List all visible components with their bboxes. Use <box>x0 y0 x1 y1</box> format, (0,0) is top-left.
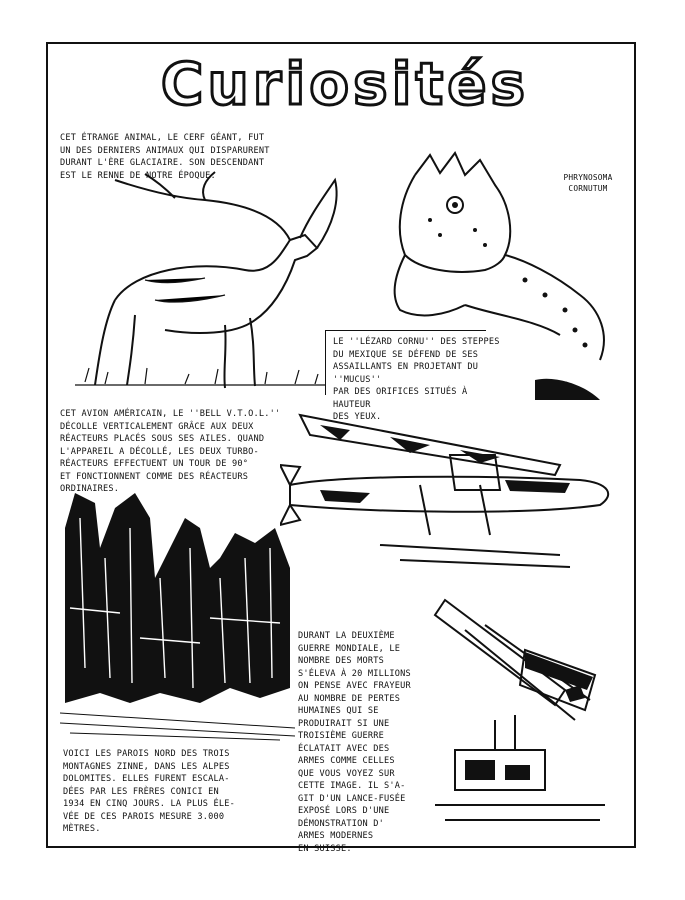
giant-deer-illustration <box>55 160 345 400</box>
lizard-species-label: PHRYNOSOMA CORNUTUM <box>563 173 613 193</box>
rocket-launcher-caption: DURANT LA DEUXIÈME GUERRE MONDIALE, LE NOMBRE DES MORTS S'ÉLEVA À 20 MILLIONS ON PENSE AVEC FRAYEUR AU NOMBRE DE PERTES HUMAINES QUI SE PRODUIRAIT SI UNE TROISIÈME GUERRE ÉCLATAIT AVEC DES ARMES COMME CELLES QUE VOUS VOYEZ SUR CETTE IMAGE. IL S'A- GIT D'UN LANCE-FUSÉE EXPOSÉ LORS D'UNE DÉMONSTRATION D' ARMES MODERNES EN SUISSE. <box>298 631 411 854</box>
mountains-caption: VOICI LES PAROIS NORD DES TROIS MONTAGNES ZINNE, DANS LES ALPES DOLOMITES. ELLES FURENT ESCALA- DÉES PAR LES FRÈRES CONICI EN 1934 EN CINQ JOURS. LA PLUS ÉLE- VÉE DE CES PAROIS MESURE 3.000 MÈTRES. <box>63 749 235 834</box>
dolomites-mountains-illustration <box>60 488 295 743</box>
vtol-aircraft-illustration <box>280 395 615 595</box>
page-title <box>110 48 580 120</box>
deer-caption: CET ÉTRANGE ANIMAL, LE CERF GÉANT, FUT UN DES DERNIERS ANIMAUX QUI DISPARURENT DURANT L'ÈRE GLACIAIRE. SON DESCENDANT EST LE RENNE DE NOTRE ÉPOQUE. <box>60 133 270 181</box>
rocket-launcher-illustration <box>425 590 625 840</box>
title-text: Curiosités <box>160 50 530 118</box>
plane-caption: CET AVION AMÉRICAIN, LE ''BELL V.T.O.L.'' DÉCOLLE VERTICALEMENT GRÂCE AUX DEUX RÉACTEURS PLACÉS SOUS SES AILES. QUAND L'APPAREIL A DÉCOLLÉ, LES DEUX TURBO- RÉACTEURS EFFECTUENT UN TOUR DE 90° ET FONCTIONNENT COMME DES RÉACTEURS ORDINAIRES. <box>60 409 281 494</box>
lizard-caption: LE ''LÉZARD CORNU'' DES STEPPES DU MEXIQUE SE DÉFEND DE SES ASSAILLANTS EN PROJETANT DU ''MUCUS'' PAR DES ORIFICES SITUÉS À HAUTEUR DES YEUX. <box>333 337 500 422</box>
